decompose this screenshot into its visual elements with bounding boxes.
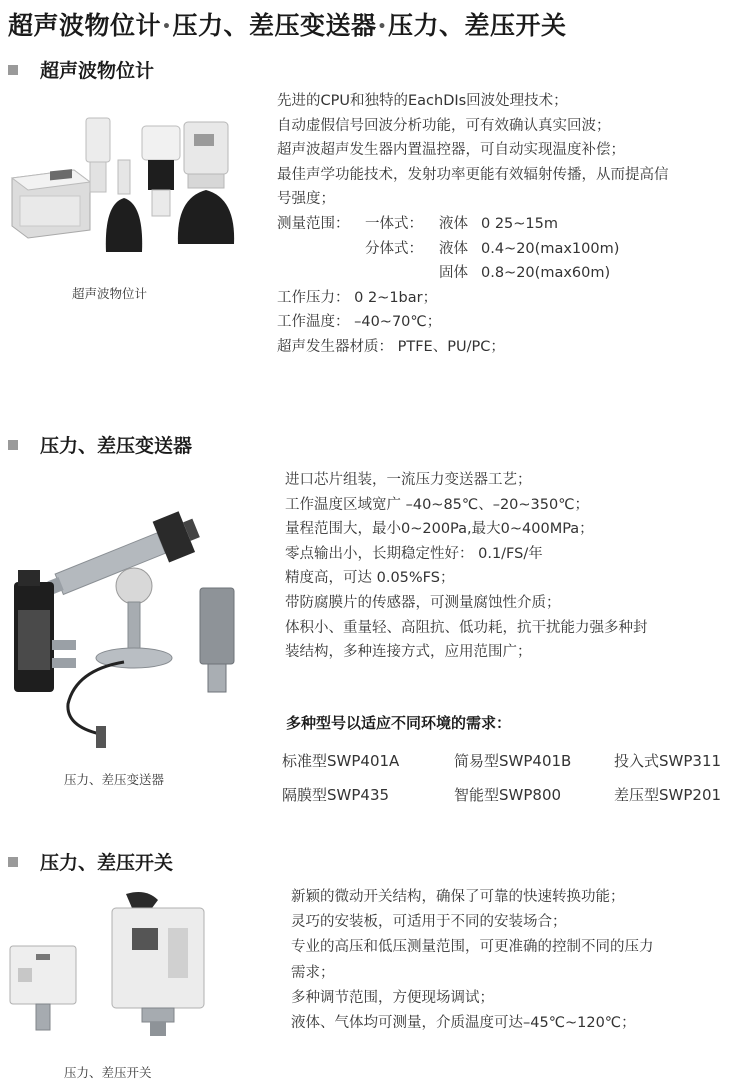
range-row	[277, 212, 669, 237]
model-item: 投入式SWP311	[614, 752, 722, 770]
caption-transmitter: 压力、差压变送器	[64, 772, 165, 787]
model-item: 简易型SWP401B	[454, 752, 572, 770]
section-square-icon	[8, 65, 18, 75]
switch-features	[291, 885, 654, 1036]
feature-line: 超声波超声发生器内置温控器，可自动实现温度补偿；	[277, 142, 625, 159]
model-row	[282, 784, 721, 805]
transmitter-features	[285, 468, 648, 665]
title-dot-icon: •	[162, 19, 172, 35]
title-part-switch: 压力、差压开关	[387, 11, 567, 40]
spec-line: 超声发生器材质： PTFE、PU/PC；	[277, 338, 505, 355]
range-label: 测量范围：	[277, 215, 350, 232]
section-heading-ultrasonic: 超声波物位计	[8, 56, 154, 83]
range-value: 0.8~20(max60m)	[481, 265, 611, 282]
section-heading-switch: 压力、差压开关	[8, 848, 173, 875]
model-item: 标准型SWP401A	[282, 752, 400, 770]
feature-line: 进口芯片组装，一流压力变送器工艺；	[285, 472, 532, 488]
range-type: 分体式：	[365, 240, 423, 257]
feature-line: 号强度；	[277, 191, 335, 208]
models-heading: 多种型号以适应不同环境的需求：	[286, 714, 512, 732]
feature-line: 精度高，可达 0.05%FS；	[285, 570, 455, 587]
title-part-ultrasonic: 超声波物位计	[8, 11, 162, 40]
range-medium: 液体	[439, 240, 468, 257]
feature-line: 专业的高压和低压测量范围，可更准确的控制不同的压力	[291, 939, 654, 956]
feature-line: 零点输出小，长期稳定性好： 0.1/FS/年	[285, 545, 543, 562]
feature-line: 需求；	[291, 964, 335, 981]
title-part-transmitter: 压力、差压变送器	[172, 11, 377, 40]
feature-line: 体积小、重量轻、高阻抗、低功耗，抗干扰能力强多种封	[285, 619, 648, 636]
range-row	[277, 261, 669, 286]
model-item: 隔膜型SWP435	[282, 786, 390, 804]
model-row	[282, 750, 721, 771]
feature-line: 灵巧的安装板，可适用于不同的安装场合；	[291, 914, 567, 931]
model-item: 差压型SWP201	[614, 786, 722, 804]
ultrasonic-product-image	[6, 112, 256, 262]
feature-line: 量程范围大，最小0~200Pa,最大0~400MPa；	[285, 521, 594, 538]
range-medium: 固体	[439, 265, 468, 282]
range-medium: 液体	[439, 215, 468, 232]
model-item: 智能型SWP800	[454, 786, 562, 804]
feature-line: 工作温度区域宽广 –40~85℃、–20~350℃；	[285, 496, 590, 513]
feature-line: 新颖的微动开关结构，确保了可靠的快速转换功能；	[291, 889, 625, 905]
range-value: 0 25~15m	[481, 215, 559, 232]
caption-switch: 压力、差压开关	[64, 1065, 152, 1080]
spec-line: 工作压力： 0 2~1bar；	[277, 289, 438, 306]
range-value: 0.4~20(max100m)	[481, 240, 620, 257]
feature-line: 带防腐膜片的传感器，可测量腐蚀性介质；	[285, 594, 561, 611]
transmitter-product-image	[6, 490, 256, 750]
title-dot-icon: •	[377, 19, 387, 35]
feature-line: 先进的CPU和独特的EachDIs回波处理技术；	[277, 93, 568, 109]
switch-product-image	[6, 888, 226, 1038]
spec-line: 工作温度： –40~70℃；	[277, 314, 442, 331]
feature-line: 液体、气体均可测量，介质温度可达–45℃~120℃；	[291, 1015, 636, 1032]
section-square-icon	[8, 857, 18, 867]
section-heading-transmitter: 压力、差压变送器	[8, 431, 192, 458]
feature-line: 自动虚假信号回波分析功能，可有效确认真实回波；	[277, 117, 611, 134]
section-square-icon	[8, 440, 18, 450]
range-type: 一体式：	[365, 215, 423, 232]
feature-line: 最佳声学功能技术，发射功率更能有效辐射传播，从而提高信	[277, 166, 669, 183]
ultrasonic-features	[277, 89, 669, 360]
feature-line: 多种调节范围，方便现场调试；	[291, 989, 494, 1006]
caption-ultrasonic: 超声波物位计	[72, 286, 148, 301]
feature-line: 装结构，多种连接方式，应用范围广；	[285, 644, 532, 661]
page-title	[8, 6, 566, 42]
range-row	[277, 237, 669, 262]
